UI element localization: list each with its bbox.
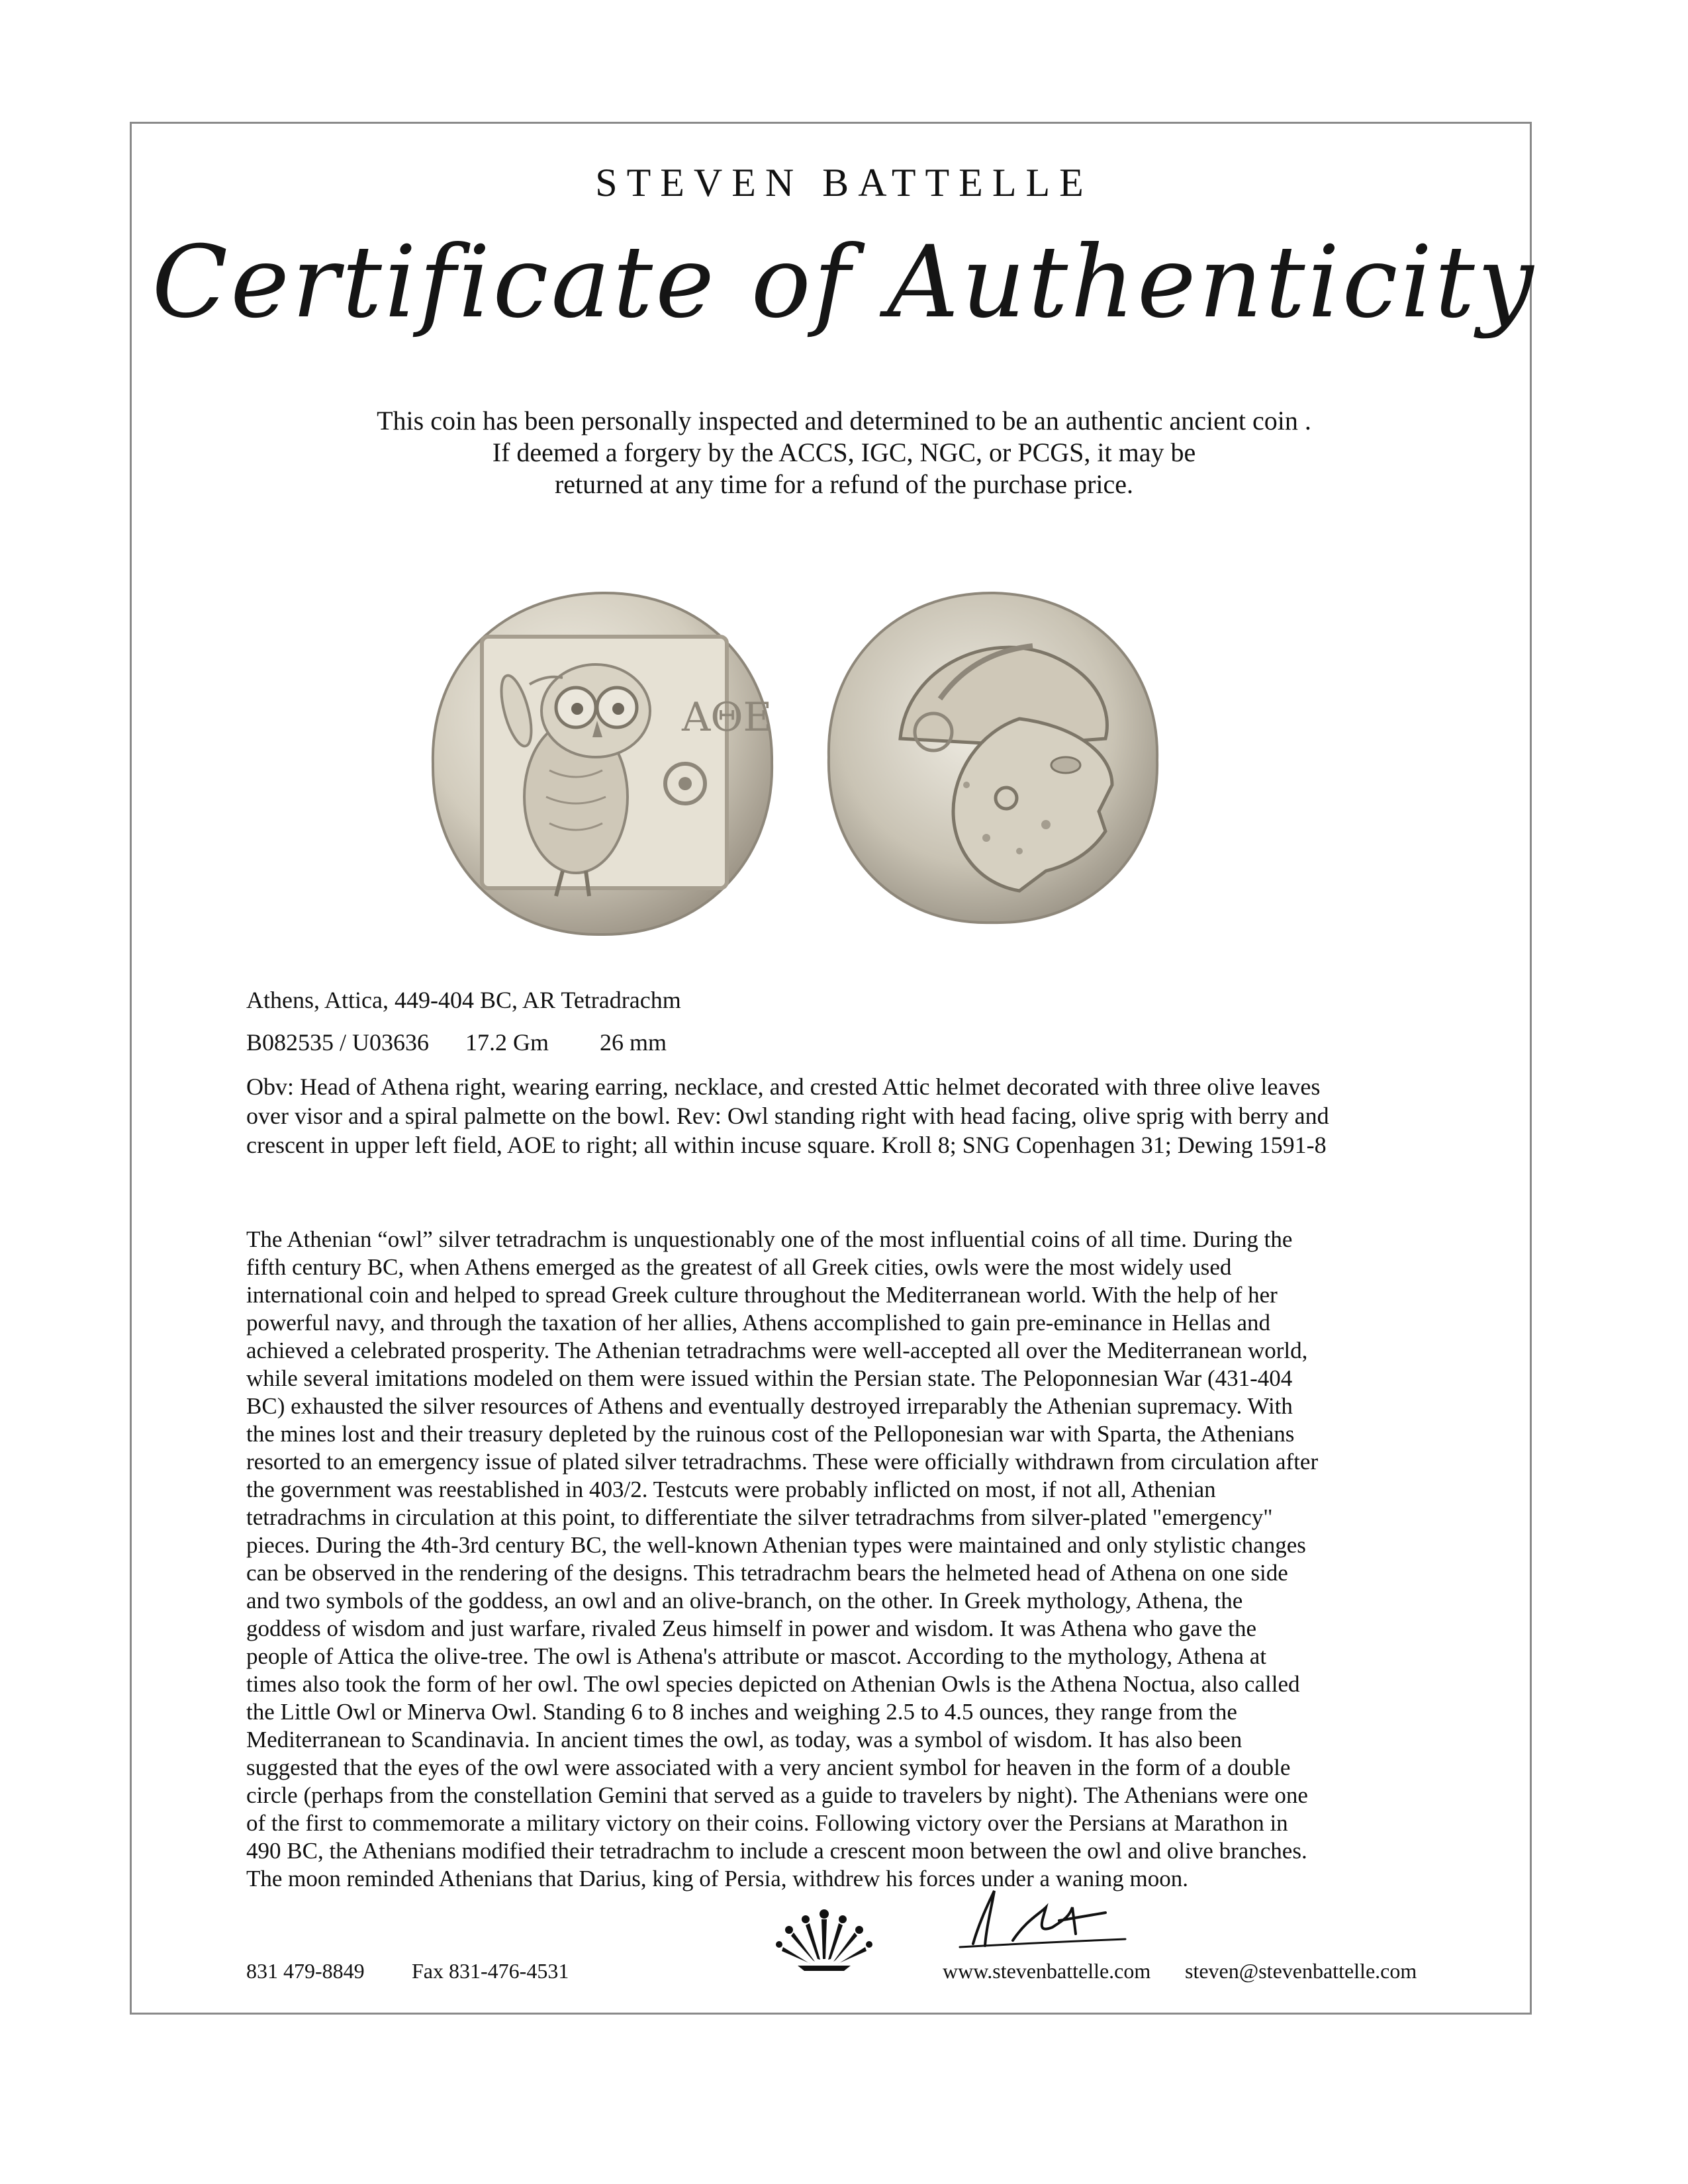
athena-coin-image <box>821 586 1165 931</box>
description-line: over visor and a spiral palmette on the bowl. Rev: Owl standing right with head facing, olive sprig with berry and <box>246 1103 1329 1129</box>
history-line: the mines lost and their treasury depleted by the ruinous cost of the Pelloponesian war with Sparta, the Athenians <box>246 1421 1295 1447</box>
intro-line: returned at any time for a refund of the purchase price. <box>554 469 1134 499</box>
history-line: goddess of wisdom and just warfare, rivaled Zeus himself in power and wisdom. It was Athena who gave the <box>246 1615 1257 1641</box>
coin-name: Athens, Attica, 449-404 BC, AR Tetradrachm <box>246 987 681 1013</box>
brand-name: STEVEN BATTELLE <box>595 161 1093 205</box>
history-line: pieces. During the 4th-3rd century BC, the well-known Athenian types were maintained and only stylistic changes <box>246 1532 1306 1558</box>
footer-phone: 831 479-8849 <box>246 1959 365 1983</box>
coin-weight: 17.2 Gm <box>465 1029 549 1056</box>
inventory-number: B082535 / U03636 <box>246 1029 430 1056</box>
owl-coin-image <box>424 585 781 942</box>
history-line: powerful navy, and through the taxation of her allies, Athens accomplished to gain pre-eminance in Hellas and <box>246 1310 1270 1336</box>
history-line: the Little Owl or Minerva Owl. Standing 6 to 8 inches and weighing 2.5 to 4.5 ounces, they range from the <box>246 1699 1237 1725</box>
history-line: while several imitations modeled on them were issued within the Persian state. The Peloponnesian War (431-404 <box>246 1365 1293 1391</box>
history-line: circle (perhaps from the constellation Gemini that served as a guide to travelers by night). The Athenians were one <box>246 1782 1308 1808</box>
intro-line: This coin has been personally inspected and determined to be an authentic ancient coin . <box>377 406 1311 435</box>
history-line: 490 BC, the Athenians modified their tetradrachm to include a crescent moon between the owl and olive branches. <box>246 1838 1307 1864</box>
history-line: resorted to an emergency issue of plated silver tetradrachms. These were officially withdrawn from circulation after <box>246 1449 1319 1475</box>
history-line: BC) exhausted the silver resources of Athens and eventually destroyed irreparably the Athenian supremacy. With <box>246 1393 1293 1419</box>
coin-specs <box>246 1028 1477 1056</box>
history-line: Mediterranean to Scandinavia. In ancient times the owl, as today, was a symbol of wisdom. It has also been <box>246 1727 1243 1752</box>
coin-details <box>246 986 1477 1160</box>
signature <box>953 1881 1132 1954</box>
history-line: tetradrachms in circulation at this point, to differentiate the silver tetradrachms from silver-plated "emergency" <box>246 1504 1273 1530</box>
coin-inscription: AΘE <box>682 694 773 741</box>
coin-description <box>246 1072 1477 1160</box>
history-line: can be observed in the rendering of the designs. This tetradrachm bears the helmeted head of Athena on one side <box>246 1560 1288 1586</box>
intro-line: If deemed a forgery by the ACCS, IGC, NGC, or PCGS, it may be <box>492 437 1196 467</box>
coin-diameter: 26 mm <box>600 1029 667 1056</box>
intro-statement <box>265 405 1423 500</box>
history-line: international coin and helped to spread Greek culture throughout the Mediterranean world. With the help of her <box>246 1282 1278 1308</box>
description-line: crescent in upper left field, AOE to right; all within incuse square. Kroll 8; SNG Copenhagen 31; Dewing 1591-8 <box>246 1132 1327 1158</box>
history-line: achieved a celebrated prosperity. The Athenian tetradrachms were well-accepted all over the Mediterranean world, <box>246 1338 1308 1363</box>
footer-fax: Fax 831-476-4531 <box>412 1959 569 1983</box>
history-line: The Athenian “owl” silver tetradrachm is unquestionably one of the most influential coins of all time. During the <box>246 1226 1293 1252</box>
history-line: The moon reminded Athenians that Darius, king of Persia, withdrew his forces under a waning moon. <box>246 1866 1189 1891</box>
history-line: suggested that the eyes of the owl were associated with a very ancient symbol for heaven in the form of a double <box>246 1754 1291 1780</box>
history-line: of the first to commemorate a military victory on their coins. Following victory over the Persians at Marathon in <box>246 1810 1288 1836</box>
description-line: Obv: Head of Athena right, wearing earring, necklace, and crested Attic helmet decorated with three olive leaves <box>246 1073 1321 1100</box>
history-line: fifth century BC, when Athens emerged as the greatest of all Greek cities, owls were the most widely used <box>246 1254 1232 1280</box>
history-line: times also took the form of her owl. The owl species depicted on Athenian Owls is the Athena Noctua, also called <box>246 1671 1300 1697</box>
history-line: the government was reestablished in 403/2. Testcuts were probably inflicted on most, if not all, Athenian <box>246 1477 1216 1502</box>
brand-logo-icon <box>771 1906 877 1972</box>
footer-email[interactable]: steven@stevenbattelle.com <box>1185 1959 1417 1983</box>
footer-website[interactable]: www.stevenbattelle.com <box>943 1959 1151 1983</box>
certificate-title: Certificate of Authenticity <box>152 225 1536 340</box>
history-line: and two symbols of the goddess, an owl and an olive-branch, on the other. In Greek mythology, Athena, the <box>246 1588 1243 1614</box>
history-line: people of Attica the olive-tree. The owl is Athena's attribute or mascot. According to the mythology, Athena at <box>246 1643 1267 1669</box>
history-paragraph <box>246 1226 1477 1893</box>
